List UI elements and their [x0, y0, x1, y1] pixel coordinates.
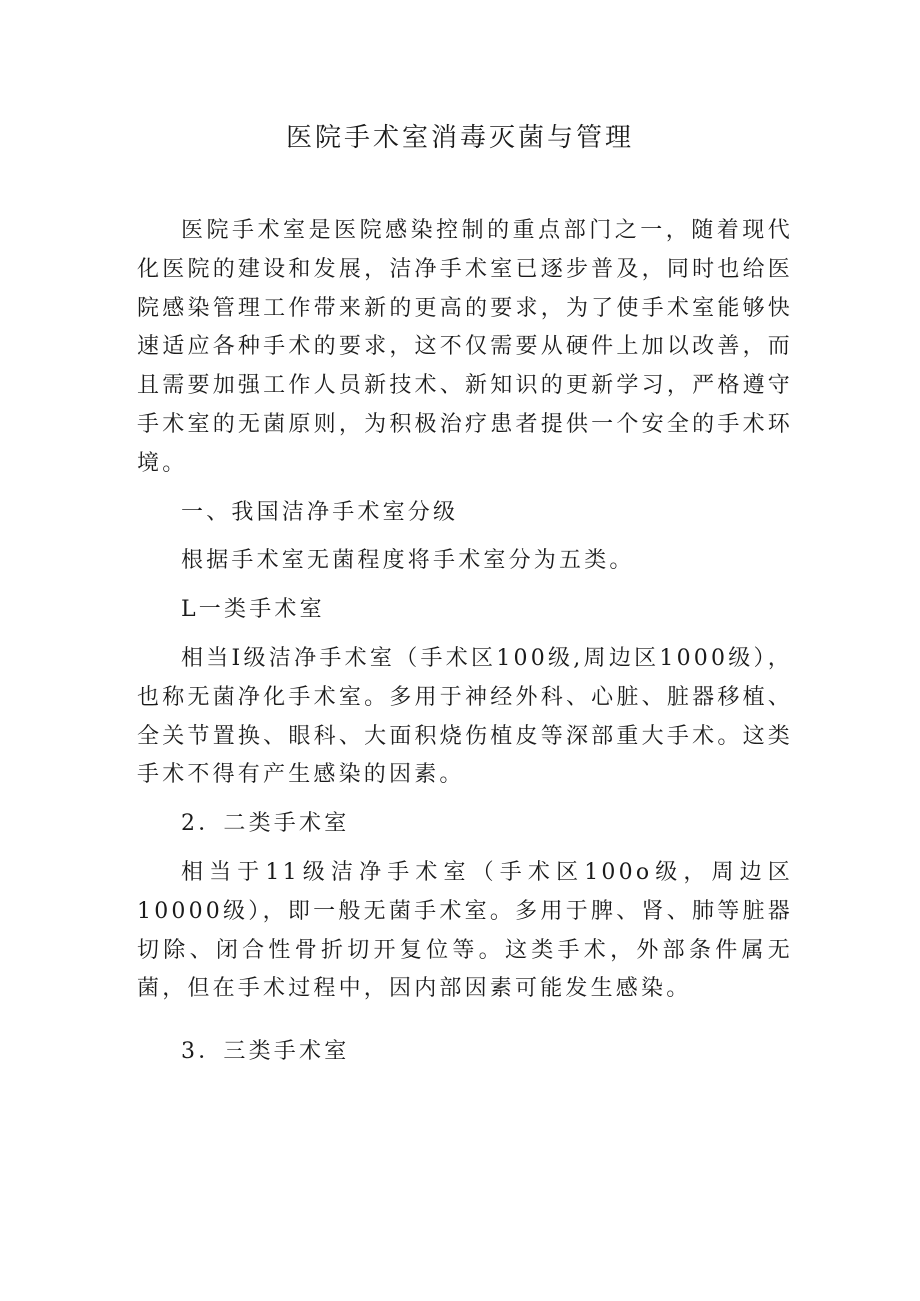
document-body	[137, 212, 793, 1072]
section-classification-text: 根据手术室无菌程度将手术室分为五类。	[181, 548, 635, 574]
document-title: 医院手术室消毒灭菌与管理	[285, 123, 634, 153]
class-2-heading: 2．二类手术室	[181, 811, 350, 837]
class-2-paragraph: 相当于11级洁净手术室（手术区100o级，周边区10000级），即一般无菌手术室。多用于脾、肾、肺等脏器切除、闭合性骨折切开复位等。这类手术，外部条件属无菌，但在手术过程中，因内部因素可能发生感染。	[137, 859, 793, 1002]
class-1-paragraph: 相当Ⅰ级洁净手术室（手术区100级,周边区1000级），也称无菌净化手术室。多用于神经外科、心脏、脏器移植、全关节置换、眼科、大面积烧伤植皮等深部重大手术。这类手术不得有产生感染的因素。	[137, 645, 793, 788]
class-1-heading: L一类手术室	[181, 597, 325, 623]
class-3-heading: 3．三类手术室	[181, 1039, 350, 1065]
section-heading-classification: 一、我国洁净手术室分级	[181, 499, 459, 525]
intro-paragraph: 医院手术室是医院感染控制的重点部门之一，随着现代化医院的建设和发展，洁净手术室已逐步普及，同时也给医院感染管理工作带来新的更高的要求，为了使手术室能够快速适应各种手术的要求，这不仅需要从硬件上加以改善，而且需要加强工作人员新技术、新知识的更新学习，严格遵守手术室的无菌原则，为积极治疗患者提供一个安全的手术环境。	[137, 218, 793, 476]
